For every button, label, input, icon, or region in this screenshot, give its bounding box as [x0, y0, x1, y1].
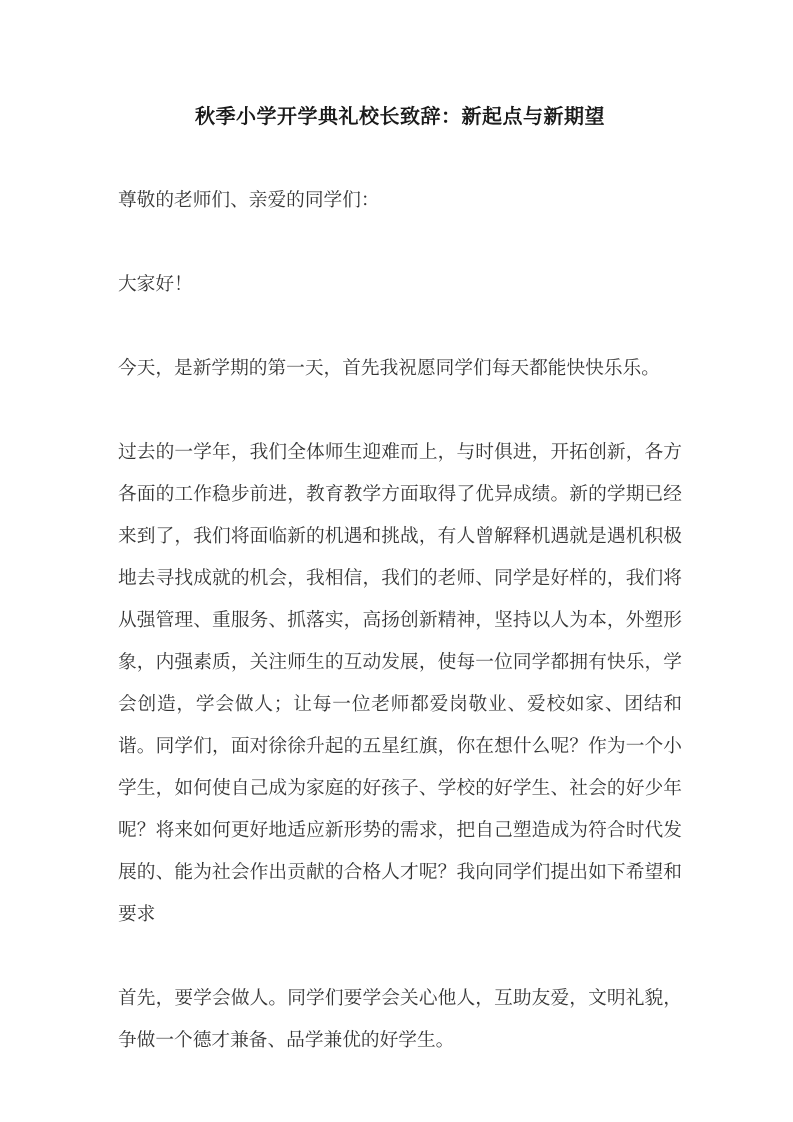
- closing-paragraph: 首先，要学会做人。同学们要学会关心他人，互助友爱，文明礼貌，争做一个德才兼备、品学兼优的好学生。: [118, 988, 682, 1051]
- salutation-line: 尊敬的老师们、亲爱的同学们：: [118, 190, 380, 211]
- document-title: 秋季小学开学典礼校长致辞：新起点与新期望: [195, 106, 605, 128]
- body-paragraph: 过去的一学年，我们全体师生迎难而上，与时俱进，开拓创新，各方各面的工作稳步前进，教育教学方面取得了优异成绩。新的学期已经来到了，我们将面临新的机遇和挑战，有人曾解释机遇就是遇机积极地去寻找成就的机会，我相信，我们的老师、同学是好样的，我们将从强管理、重服务、抓落实，高扬创新精神，坚持以人为本，外塑形象，内强素质，关注师生的互动发展，使每一位同学都拥有快乐，学会创造，学会做人；让每一位老师都爱岗敬业、爱校如家、团结和谐。同学们，面对徐徐升起的五星红旗，你在想什么呢？作为一个小学生，如何使自己成为家庭的好孩子、学校的好学生、社会的好少年呢？将来如何更好地适应新形势的需求，把自己塑造成为符合时代发展的、能为社会作出贡献的合格人才呢？我向同学们提出如下希望和要求: [118, 442, 682, 925]
- opening-paragraph: 今天，是新学期的第一天，首先我祝愿同学们每天都能快快乐乐。: [118, 358, 660, 379]
- greeting-line: 大家好！: [118, 274, 193, 295]
